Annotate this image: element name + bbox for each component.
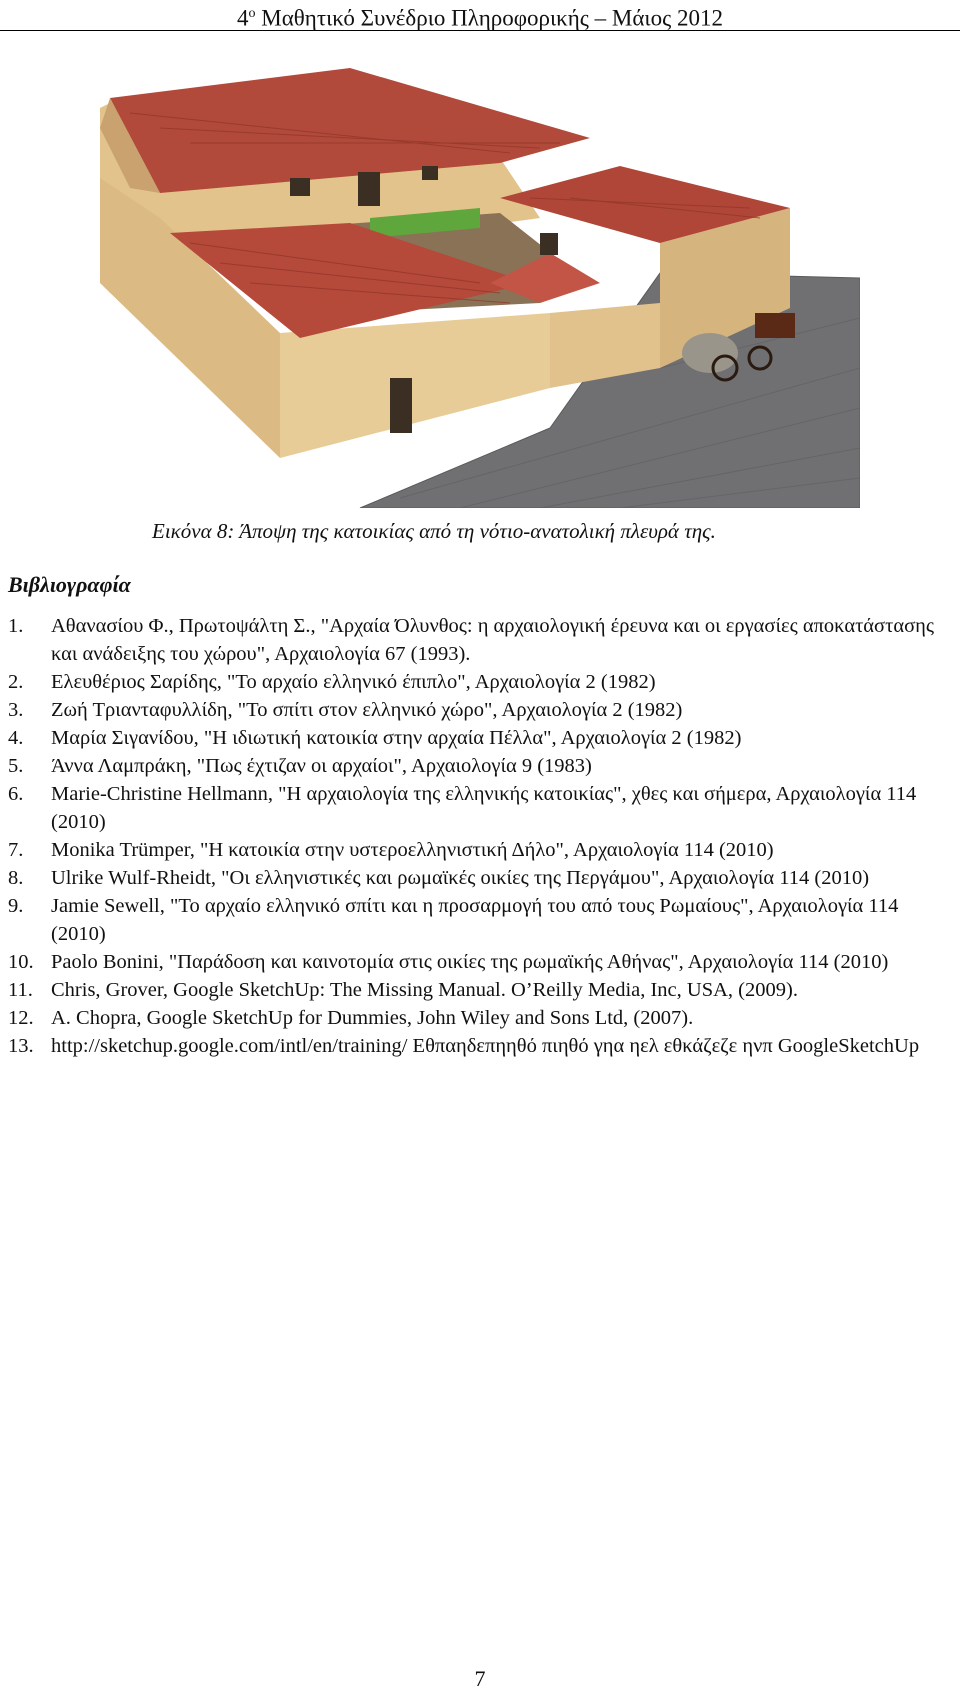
list-item [8, 976, 948, 1004]
list-item [8, 864, 948, 892]
reference-number: 6. [8, 783, 24, 805]
list-item [8, 780, 948, 836]
list-item [8, 696, 948, 724]
reference-number: 5. [8, 755, 24, 777]
reference-number: 12. [8, 1007, 34, 1029]
reference-text: Marie-Christine Hellmann, "Η αρχαιολογία της ελληνικής κατοικίας", χθες και σήμερα, Αρχαιολογία 114 (2010) [51, 783, 917, 833]
reference-text: Jamie Sewell, "Το αρχαίο ελληνικό σπίτι και η προσαρμογή του από τους Ρωμαίους", Αρχαιολογία 114 (2010) [51, 895, 899, 945]
reference-text: Chris, Grover, Google SketchUp: The Missing Manual. O’Reilly Media, Inc, USA, (2009). [51, 979, 798, 1001]
list-item [8, 1004, 948, 1032]
reference-text: Αθανασίου Φ., Πρωτοψάλτη Σ., "Αρχαία Όλυνθος: η αρχαιολογική έρευνα και οι εργασίες αποκατάστασης και ανάδειξης του χώρου", Αρχαιολογία 67 (1993). [51, 615, 934, 665]
reference-number: 1. [8, 615, 24, 637]
reference-list [8, 612, 948, 1060]
reference-number: 9. [8, 895, 24, 917]
reference-text: A. Chopra, Google SketchUp for Dummies, John Wiley and Sons Ltd, (2007). [51, 1007, 694, 1029]
reference-number: 8. [8, 867, 24, 889]
page-number: 7 [474, 1666, 486, 1691]
list-item [8, 836, 948, 864]
reference-text: Ulrike Wulf-Rheidt, "Οι ελληνιστικές και ρωμαϊκές οικίες της Περγάμου", Αρχαιολογία 114 (2010) [51, 867, 870, 889]
list-item [8, 892, 948, 948]
list-item [8, 612, 948, 668]
reference-text: Monika Trümper, "Η κατοικία στην υστεροελληνιστική Δήλο", Αρχαιολογία 114 (2010) [51, 839, 774, 861]
reference-text: Paolo Bonini, "Παράδοση και καινοτομία στις οικίες της ρωμαϊκής Αθήνας", Αρχαιολογία 114 (2010) [51, 951, 889, 973]
reference-text: Ελευθέριος Σαρίδης, "Το αρχαίο ελληνικό έπιπλο", Αρχαιολογία 2 (1982) [51, 671, 656, 693]
header-text: Μαθητικό Συνέδριο Πληροφορικής – Μάιος 2012 [255, 5, 723, 31]
list-item [8, 668, 948, 696]
house-illustration [100, 68, 860, 508]
list-item [8, 752, 948, 780]
reference-number: 13. [8, 1035, 34, 1057]
reference-number: 4. [8, 727, 24, 749]
reference-number: 2. [8, 671, 24, 693]
header-number: 4 [237, 5, 249, 31]
reference-text: Μαρία Σιγανίδου, "Η ιδιωτική κατοικία στην αρχαία Πέλλα", Αρχαιολογία 2 (1982) [51, 727, 742, 749]
figure-caption: Εικόνα 8: Άποψη της κατοικίας από τη νότιο-ανατολική πλευρά της. [152, 519, 716, 543]
list-item [8, 724, 948, 752]
reference-number: 10. [8, 951, 34, 973]
reference-text: Ζωή Τριανταφυλλίδη, "Το σπίτι στον ελληνικό χώρο", Αρχαιολογία 2 (1982) [51, 699, 683, 721]
header-superscript: ο [248, 6, 256, 21]
reference-number: 3. [8, 699, 24, 721]
reference-number: 7. [8, 839, 24, 861]
section-title: Βιβλιογραφία [8, 572, 131, 597]
list-item [8, 1032, 948, 1060]
running-header [0, 0, 960, 31]
reference-number: 11. [8, 979, 33, 1001]
list-item [8, 948, 948, 976]
reference-text: http://sketchup.google.com/intl/en/training/ Εθπαηδεπηηθό πιηθό γηα ηελ εθκάζεζε ηνπ GoogleSketchUp [51, 1035, 920, 1057]
reference-text: Άννα Λαμπράκη, "Πως έχτιζαν οι αρχαίοι", Αρχαιολογία 9 (1983) [51, 755, 592, 777]
